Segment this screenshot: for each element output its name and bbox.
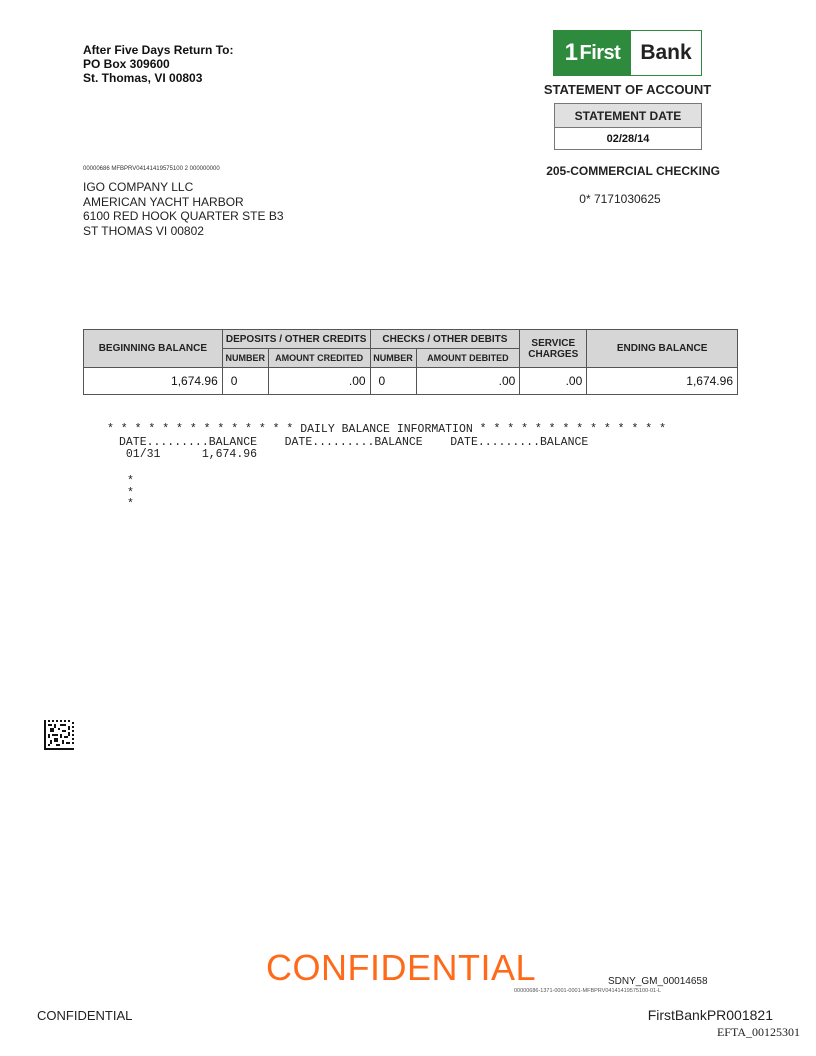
header-deposit-number: NUMBER — [222, 349, 268, 368]
service-charges-value: .00 — [520, 368, 587, 395]
return-address-line: After Five Days Return To: — [83, 43, 234, 57]
header-beginning-balance: BEGINNING BALANCE — [84, 330, 223, 368]
confidential-stamp: CONFIDENTIAL — [266, 947, 537, 988]
header-check-number: NUMBER — [370, 349, 416, 368]
logo-first — [554, 31, 631, 75]
amount-debited-value: .00 — [416, 368, 520, 395]
mailing-barcode-text: 00000686 MFBPRV04141419575100 2 000000000 — [83, 166, 220, 172]
logo-bank-text: Bank — [640, 41, 692, 64]
mailing-line: AMERICAN YACHT HARBOR — [83, 194, 244, 209]
mailing-name: IGO COMPANY LLC — [83, 180, 194, 194]
statement-date-box — [554, 103, 702, 150]
daily-balance-stars: * * * — [127, 475, 134, 511]
efta-number: EFTA_00125301 — [716, 1025, 800, 1039]
header-amount-credited: AMOUNT CREDITED — [268, 349, 370, 368]
logo-first-text: First — [579, 41, 621, 64]
statement-title: STATEMENT OF ACCOUNT — [543, 82, 712, 97]
logo-number: 1 — [564, 39, 578, 66]
header-amount-debited: AMOUNT DEBITED — [416, 349, 520, 368]
daily-balance-row: 01/31 1,674.96 — [119, 448, 258, 461]
header-ending-balance: ENDING BALANCE — [587, 330, 738, 368]
amount-credited-value: .00 — [268, 368, 370, 395]
bank-logo — [553, 30, 702, 76]
statement-date-value: 02/28/14 — [606, 133, 650, 145]
return-address-line: PO Box 309600 — [83, 57, 170, 71]
header-checks: CHECKS / OTHER DEBITS — [370, 330, 520, 349]
document-reference: 00000686-1371-0001-0001-MFBPRV04141419575100-01-L — [514, 988, 661, 994]
mailing-line: ST THOMAS VI 00802 — [83, 223, 204, 238]
firstbank-bates-number: FirstBankPR001821 — [647, 1007, 773, 1023]
deposit-count-value: 0 — [222, 368, 268, 395]
confidential-label: CONFIDENTIAL — [37, 1008, 133, 1023]
return-address-line: St. Thomas, VI 00803 — [83, 71, 203, 85]
daily-balance-header: * * * * * * * * * * * * * * DAILY BALANCE INFORMATION * * * * * * * * * * * * * * — [107, 423, 666, 436]
mailing-line: 6100 RED HOOK QUARTER STE B3 — [83, 209, 284, 223]
datamatrix-code — [44, 720, 74, 750]
account-type: 205-COMMERCIAL CHECKING — [546, 164, 720, 178]
sdny-bates-number: SDNY_GM_00014658 — [608, 976, 708, 987]
balance-summary-table — [83, 329, 738, 395]
ending-balance-value: 1,674.96 — [587, 368, 738, 395]
check-count-value: 0 — [370, 368, 416, 395]
beginning-balance-value: 1,674.96 — [84, 368, 223, 395]
account-number: 0* 7171030625 — [579, 192, 661, 206]
header-service-charges: SERVICE CHARGES — [520, 330, 587, 368]
return-address — [83, 43, 233, 85]
header-deposits: DEPOSITS / OTHER CREDITS — [222, 330, 370, 349]
statement-date-label: STATEMENT DATE — [555, 104, 701, 128]
daily-balance-columns: DATE.........BALANCE DATE.........BALANCE DATE.........BALANCE — [119, 436, 589, 449]
mailing-address — [83, 180, 284, 238]
